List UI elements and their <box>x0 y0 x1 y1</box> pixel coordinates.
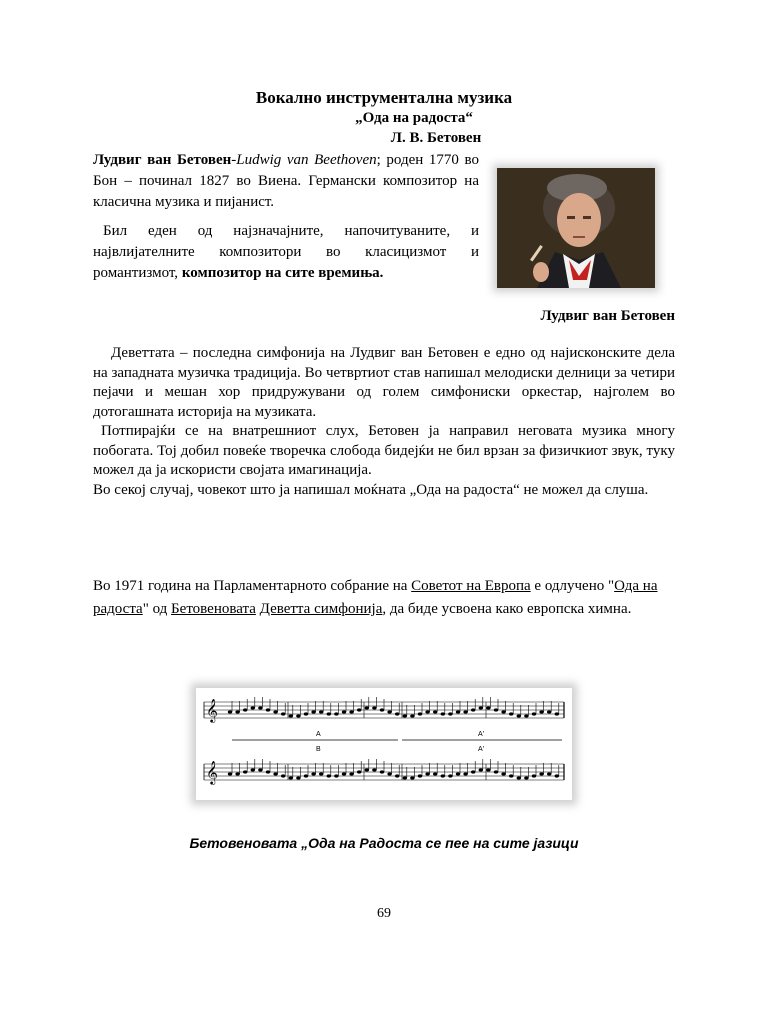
bio-text-2: Бил еден од најзначајните, напочитуваните, и највлијателните композитори во класицизмот и романтизмот, <box>93 223 479 281</box>
note-head <box>395 774 399 777</box>
note-head <box>243 770 247 773</box>
note-head <box>266 770 270 773</box>
staff-bottom <box>204 759 564 785</box>
note-head <box>509 712 513 715</box>
note-head <box>365 706 369 709</box>
note-head <box>334 774 338 777</box>
note-head <box>486 768 490 771</box>
body-text <box>93 344 675 500</box>
page-author: Л. В. Бетовен <box>390 130 482 146</box>
note-head <box>319 772 323 775</box>
note-head <box>380 770 384 773</box>
title-block <box>0 88 768 148</box>
note-head <box>441 774 445 777</box>
note-head <box>547 710 551 713</box>
page-subtitle: „Ода на радоста“ <box>355 110 473 126</box>
note-head <box>228 772 232 775</box>
note-head <box>494 708 498 711</box>
label-a: A <box>316 731 321 738</box>
note-head <box>532 774 536 777</box>
note-head <box>251 706 255 709</box>
europe-text-1: Во 1971 година на Парламентарното собрание на <box>93 578 412 594</box>
note-head <box>555 712 559 715</box>
note-head <box>266 708 270 711</box>
note-head <box>509 774 513 777</box>
note-head <box>273 772 277 775</box>
note-head <box>433 710 437 713</box>
note-head <box>372 768 376 771</box>
note-head <box>471 708 475 711</box>
page-number: 69 <box>377 906 391 921</box>
label-a-prime-2: A' <box>478 746 485 753</box>
note-head <box>410 714 414 717</box>
note-head <box>304 774 308 777</box>
note-head <box>524 714 528 717</box>
europe-paragraph <box>93 575 678 621</box>
note-head <box>479 706 483 709</box>
bio-text-2-bold: композитор на сите времиња. <box>181 265 384 281</box>
link-beethoven[interactable]: Бетовеновата <box>171 601 256 617</box>
note-head <box>304 712 308 715</box>
note-head <box>517 776 521 779</box>
note-head <box>501 710 505 713</box>
beethoven-portrait <box>497 168 655 288</box>
score-caption: Бетовеновата „Ода на Радоста се пее на сите јазици <box>189 835 579 851</box>
bio-paragraph-1: Лудвиг ван Бетовен-Ludwig van Beethoven; роден 1770 во Бон – починал 1827 во Виена. Германски композитор на класична музика и пијанист. <box>93 152 479 210</box>
note-head <box>296 714 300 717</box>
note-head <box>357 708 361 711</box>
note-head <box>296 776 300 779</box>
note-head <box>387 710 391 713</box>
note-head <box>342 772 346 775</box>
note-head <box>311 772 315 775</box>
europe-text-3: " од <box>142 601 172 617</box>
note-head <box>463 772 467 775</box>
note-head <box>251 768 255 771</box>
body-paragraph-2: Потпирајќи се на внатрешниот слух, Бетовен ја направил неговата музика многу побогата. Тој добил повеќе творечка слобода бидејќи не бил врзан за физичкиот звук, туку можел да ја искористи својата имагинација. <box>93 423 675 478</box>
note-head <box>349 772 353 775</box>
note-head <box>463 710 467 713</box>
note-head <box>410 776 414 779</box>
note-head <box>349 710 353 713</box>
note-head <box>403 714 407 717</box>
staff-top <box>204 697 564 723</box>
label-a-prime-1: A' <box>478 731 485 738</box>
note-head <box>281 774 285 777</box>
note-head <box>357 770 361 773</box>
music-score <box>196 688 572 800</box>
note-head <box>395 712 399 715</box>
note-head <box>327 712 331 715</box>
note-head <box>235 710 239 713</box>
note-head <box>243 708 247 711</box>
note-head <box>486 706 490 709</box>
note-head <box>365 768 369 771</box>
note-head <box>441 712 445 715</box>
note-head <box>418 774 422 777</box>
note-head <box>380 708 384 711</box>
note-head <box>539 772 543 775</box>
portrait-illustration <box>497 168 655 288</box>
note-head <box>517 714 521 717</box>
note-head <box>387 772 391 775</box>
link-council-of-europe[interactable]: Советот на Европа <box>411 578 531 594</box>
note-head <box>418 712 422 715</box>
note-head <box>281 712 285 715</box>
note-head <box>547 772 551 775</box>
note-head <box>532 712 536 715</box>
bio-name-latin: Ludwig van Beethoven <box>236 152 377 168</box>
note-head <box>539 710 543 713</box>
link-ninth-symphony[interactable]: Деветта симфонија <box>259 601 383 617</box>
note-head <box>433 772 437 775</box>
europe-text-2: е одлучено " <box>530 578 615 594</box>
note-head <box>456 710 460 713</box>
europe-text-5: , да биде усвоена како европска химна. <box>382 601 632 617</box>
note-head <box>273 710 277 713</box>
note-head <box>456 772 460 775</box>
note-head <box>228 710 232 713</box>
body-paragraph-1: Деветтата – последна симфонија на Лудвиг ван Бетовен е едно од најисконските дела на западната музичка традиција. Во четвртиот став напишал мелодиски делници за четири пејачи и мешан хор придружувани од голем симфониски оркестар, најголем во дотогашната историја на музиката. <box>93 345 675 420</box>
note-head <box>403 776 407 779</box>
treble-clef-icon: 𝄞 <box>206 760 218 784</box>
note-head <box>319 710 323 713</box>
note-head <box>311 710 315 713</box>
note-head <box>479 768 483 771</box>
note-head <box>289 776 293 779</box>
note-head <box>372 706 376 709</box>
score-staves <box>196 688 572 800</box>
bio-paragraph-2 <box>93 221 479 284</box>
note-head <box>555 774 559 777</box>
note-head <box>289 714 293 717</box>
bio-text-1: ; роден 1770 во Бон – починал 1827 во Виена. Германски композитор на класична музика и пијанист. <box>93 152 479 210</box>
note-head <box>235 772 239 775</box>
note-head <box>471 770 475 773</box>
biography <box>93 150 479 284</box>
note-head <box>258 768 262 771</box>
bio-name: Лудвиг ван Бетовен <box>93 152 232 168</box>
link-ode-to-joy[interactable]: Ода на радоста <box>93 578 658 617</box>
treble-clef-icon: 𝄞 <box>206 698 218 722</box>
note-head <box>334 712 338 715</box>
note-head <box>448 774 452 777</box>
note-head <box>524 776 528 779</box>
note-head <box>327 774 331 777</box>
note-head <box>501 772 505 775</box>
note-head <box>494 770 498 773</box>
note-head <box>342 710 346 713</box>
label-b: B <box>316 746 321 753</box>
note-head <box>425 710 429 713</box>
body-paragraph-3: Во секој случај, човекот што ја напишал моќната „Ода на радоста“ не можел да слуша. <box>93 481 649 498</box>
page-title: Вокално инструментална музика <box>255 88 513 107</box>
note-head <box>425 772 429 775</box>
portrait-caption: Лудвиг ван Бетовен <box>540 308 675 324</box>
note-head <box>448 712 452 715</box>
note-head <box>258 706 262 709</box>
